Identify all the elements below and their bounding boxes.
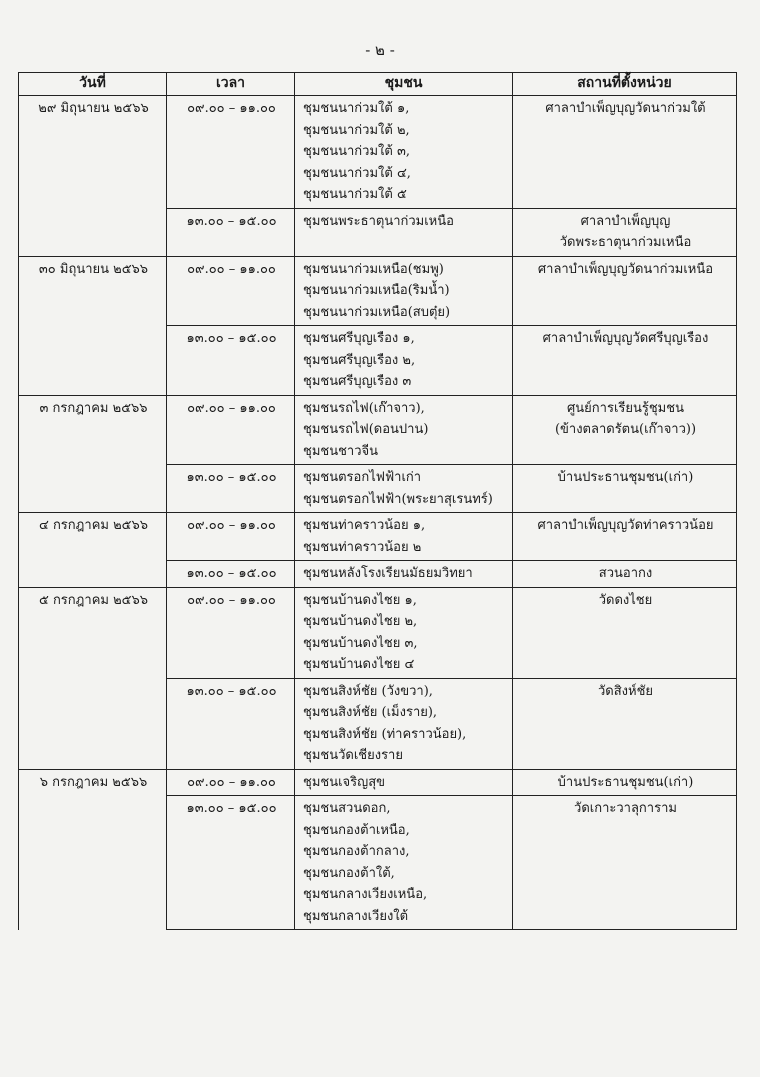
- community-cell: [295, 561, 513, 588]
- location-cell: [513, 208, 737, 256]
- community-name: ชุมชนกองต้าใต้,: [303, 865, 395, 881]
- time-cell: ๐๙.๐๐ – ๑๑.๐๐: [167, 395, 295, 465]
- community-name: ชุมชนหลังโรงเรียนมัธยมวิทยา: [303, 566, 473, 581]
- community-name: ชุมชนศรีบุญเรือง ๑,: [303, 331, 415, 346]
- time-cell: ๑๓.๐๐ – ๑๕.๐๐: [167, 561, 295, 588]
- community-cell: [295, 395, 513, 465]
- location-name: ศาลาบำเพ็ญบุญวัดนาก่วมเหนือ: [537, 261, 714, 277]
- time-cell: ๐๙.๐๐ – ๑๑.๐๐: [167, 513, 295, 561]
- location-cell: [513, 96, 737, 209]
- location-name: (ข้างตลาดรัตน(เก๊าจาว)): [554, 422, 697, 437]
- community-name: ชุมชนกองต้าเหนือ,: [303, 822, 410, 838]
- community-name: ชุมชนศรีบุญเรือง ๒,: [303, 352, 416, 368]
- community-name: ชุมชนนาก่วมใต้ ๓,: [303, 144, 410, 159]
- location-name: วัดพระธาตุนาก่วมเหนือ: [559, 235, 692, 250]
- community-name: ชุมชนกลางเวียงเหนือ,: [303, 887, 428, 902]
- location-name: ศาลาบำเพ็ญบุญ: [580, 213, 671, 229]
- time-cell: ๐๙.๐๐ – ๑๑.๐๐: [167, 256, 295, 326]
- location-name: บ้านประธานชุมชน(เก่า): [557, 774, 694, 790]
- header-time: เวลา: [167, 73, 295, 96]
- community-name: ชุมชนรถไฟ(ดอนปาน): [303, 422, 429, 437]
- location-cell: [513, 326, 737, 396]
- community-name: ชุมชนนาก่วมเหนือ(ชมพู): [303, 261, 444, 277]
- community-cell: [295, 513, 513, 561]
- header-date: วันที่: [19, 73, 167, 96]
- date-cell: ๓ กรกฎาคม ๒๕๖๖: [19, 395, 167, 513]
- date-cell: ๕ กรกฎาคม ๒๕๖๖: [19, 587, 167, 769]
- schedule-body: [19, 96, 737, 930]
- community-name: ชุมชนนาก่วมเหนือ(ริมน้ำ): [303, 283, 450, 298]
- community-name: ชุมชนท่าคราวน้อย ๑,: [303, 518, 426, 533]
- time-cell: ๑๓.๐๐ – ๑๕.๐๐: [167, 208, 295, 256]
- community-name: ชุมชนท่าคราวน้อย ๒: [303, 539, 422, 555]
- location-cell: [513, 256, 737, 326]
- schedule-table: [18, 72, 737, 930]
- community-name: ชุมชนนาก่วมใต้ ๒,: [303, 122, 410, 138]
- community-name: ชุมชนสิงห์ชัย (เม็งราย),: [303, 705, 438, 720]
- community-cell: [295, 256, 513, 326]
- community-name: ชุมชนบ้านดงไชย ๔: [303, 657, 415, 672]
- time-cell: ๑๓.๐๐ – ๑๕.๐๐: [167, 465, 295, 513]
- location-name: บ้านประธานชุมชน(เก่า): [557, 470, 694, 485]
- community-name: ชุมชนตรอกไฟฟ้า(พระยาสุเรนทร์): [303, 491, 493, 507]
- location-cell: [513, 465, 737, 513]
- time-cell: ๐๙.๐๐ – ๑๑.๐๐: [167, 769, 295, 796]
- community-name: ชุมชนสิงห์ชัย (วังขวา),: [303, 683, 433, 699]
- header-location: สถานที่ตั้งหน่วย: [513, 73, 737, 96]
- community-name: ชุมชนตรอกไฟฟ้าเก่า: [303, 470, 422, 485]
- community-cell: [295, 769, 513, 796]
- table-row: [19, 395, 737, 465]
- location-name: ศูนย์การเรียนรู้ชุมชน: [567, 400, 684, 416]
- community-name: ชุมชนสวนดอก,: [303, 801, 391, 816]
- community-name: ชุมชนเจริญสุข: [303, 774, 386, 790]
- time-cell: ๑๓.๐๐ – ๑๕.๐๐: [167, 678, 295, 769]
- community-name: ชุมชนพระธาตุนาก่วมเหนือ: [303, 213, 454, 229]
- location-name: วัดดงไชย: [598, 592, 653, 608]
- community-name: ชุมชนศรีบุญเรือง ๓: [303, 374, 412, 389]
- location-cell: [513, 678, 737, 769]
- time-cell: ๐๙.๐๐ – ๑๑.๐๐: [167, 587, 295, 678]
- location-cell: [513, 769, 737, 796]
- community-cell: [295, 96, 513, 209]
- time-cell: ๑๓.๐๐ – ๑๕.๐๐: [167, 326, 295, 396]
- table-row: [19, 587, 737, 678]
- community-cell: [295, 208, 513, 256]
- community-name: ชุมชนนาก่วมใต้ ๕: [303, 187, 407, 202]
- table-row: [19, 513, 737, 561]
- community-name: ชุมชนบ้านดงไชย ๓,: [303, 635, 418, 651]
- community-name: ชุมชนกองต้ากลาง,: [303, 844, 410, 859]
- location-name: สวนอากง: [598, 566, 653, 581]
- header-row: [19, 73, 737, 96]
- date-cell: ๒๙ มิถุนายน ๒๕๖๖: [19, 96, 167, 257]
- date-cell: ๓๐ มิถุนายน ๒๕๖๖: [19, 256, 167, 395]
- table-row: [19, 96, 737, 209]
- table-row: [19, 256, 737, 326]
- location-cell: [513, 513, 737, 561]
- page-number: - ๒ -: [365, 41, 395, 59]
- location-name: ศาลาบำเพ็ญบุญวัดนาก่วมใต้: [545, 101, 706, 116]
- community-name: ชุมชนบ้านดงไชย ๒,: [303, 614, 418, 629]
- date-cell: ๔ กรกฎาคม ๒๕๖๖: [19, 513, 167, 588]
- community-name: ชุมชนนาก่วมเหนือ(สบตุ๋ย): [303, 304, 451, 320]
- time-cell: ๑๓.๐๐ – ๑๕.๐๐: [167, 796, 295, 930]
- community-name: ชุมชนบ้านดงไชย ๑,: [303, 592, 417, 608]
- community-cell: [295, 587, 513, 678]
- location-name: ศาลาบำเพ็ญบุญวัดท่าคราวน้อย: [537, 518, 714, 533]
- community-cell: [295, 326, 513, 396]
- community-cell: [295, 678, 513, 769]
- community-name: ชุมชนชาวจีน: [303, 443, 379, 459]
- location-cell: [513, 796, 737, 930]
- community-name: ชุมชนนาก่วมใต้ ๔,: [303, 165, 411, 181]
- location-name: วัดเกาะวาลุการาม: [574, 801, 677, 816]
- community-name: ชุมชนวัดเชียงราย: [303, 748, 403, 763]
- table-row: [19, 769, 737, 796]
- location-cell: [513, 561, 737, 588]
- location-cell: [513, 587, 737, 678]
- header-community: ชุมชน: [295, 73, 513, 96]
- community-cell: [295, 465, 513, 513]
- community-name: ชุมชนรถไฟ(เก๊าจาว),: [303, 400, 425, 416]
- date-cell: ๖ กรกฎาคม ๒๕๖๖: [19, 769, 167, 930]
- location-name: วัดสิงห์ชัย: [597, 683, 654, 699]
- time-cell: ๐๙.๐๐ – ๑๑.๐๐: [167, 96, 295, 209]
- community-cell: [295, 796, 513, 930]
- location-name: ศาลาบำเพ็ญบุญวัดศรีบุญเรือง: [542, 331, 709, 346]
- community-name: ชุมชนนาก่วมใต้ ๑,: [303, 101, 410, 116]
- community-name: ชุมชนกลางเวียงใต้: [303, 908, 409, 924]
- community-name: ชุมชนสิงห์ชัย (ท่าคราวน้อย),: [303, 726, 467, 742]
- location-cell: [513, 395, 737, 465]
